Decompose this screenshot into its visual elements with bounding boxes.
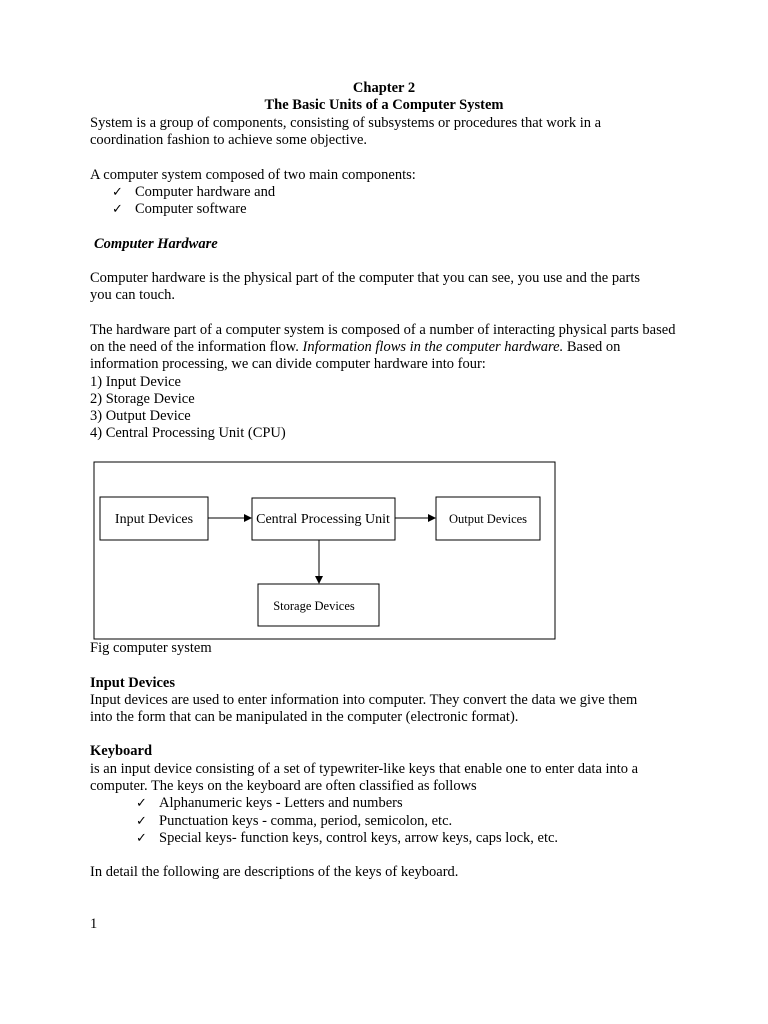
key-type-item-3: Special keys- function keys, control keys, arrow keys, caps lock, etc. xyxy=(159,830,559,846)
hardware-heading: Computer Hardware xyxy=(94,236,218,252)
hardware-parts-end: Based on xyxy=(563,339,621,355)
checkmark-icon: ✓ xyxy=(136,814,147,829)
storage-devices-label: Storage Devices xyxy=(273,599,355,613)
components-intro: A computer system composed of two main components: xyxy=(90,167,416,183)
keyboard-heading: Keyboard xyxy=(90,743,153,759)
input-devices-label: Input Devices xyxy=(114,512,194,527)
key-type-item-2: Punctuation keys - comma, period, semicolon, etc. xyxy=(159,813,453,829)
hardware-def-line-2: you can touch. xyxy=(90,287,175,303)
checkmark-icon: ✓ xyxy=(112,202,123,217)
intro-line-2: coordination fashion to achieve some objective. xyxy=(90,132,368,148)
component-item-software: Computer software xyxy=(135,201,247,217)
hardware-parts-line-1: The hardware part of a computer system is composed of a number of interacting physical parts based xyxy=(90,322,676,338)
input-text-line-1: Input devices are used to enter information into computer. They convert the data we give them xyxy=(90,692,638,708)
input-devices-heading: Input Devices xyxy=(90,675,175,691)
hardware-def-line-1: Computer hardware is the physical part of the computer that you can see, you use and the parts xyxy=(90,270,641,286)
cpu-label: Central Processing Unit xyxy=(256,512,390,527)
keyboard-text-line-1: is an input device consisting of a set of typewriter-like keys that enable one to enter data into a xyxy=(90,761,639,777)
component-item-hardware: Computer hardware and xyxy=(135,184,276,200)
hardware-parts-line-3: information processing, we can divide computer hardware into four: xyxy=(90,356,486,372)
page-title: The Basic Units of a Computer System xyxy=(264,97,504,113)
hardware-parts-italic: Information flows in the computer hardware. xyxy=(302,339,564,355)
device-list-item-1: 1) Input Device xyxy=(90,374,181,390)
output-devices-label: Output Devices xyxy=(448,512,528,526)
hardware-parts-plain: on the need of the information flow. xyxy=(90,339,303,355)
checkmark-icon: ✓ xyxy=(112,185,123,200)
figure-caption: Fig computer system xyxy=(90,640,212,656)
checkmark-icon: ✓ xyxy=(136,796,147,811)
input-text-line-2: into the form that can be manipulated in the computer (electronic format). xyxy=(90,709,519,725)
key-type-item-1: Alphanumeric keys - Letters and numbers xyxy=(159,795,403,811)
chapter-label: Chapter 2 xyxy=(352,80,416,96)
device-list-item-4: 4) Central Processing Unit (CPU) xyxy=(90,425,286,441)
device-list-item-2: 2) Storage Device xyxy=(90,391,195,407)
keyboard-text-line-2: computer. The keys on the keyboard are often classified as follows xyxy=(90,778,477,794)
device-list-item-3: 3) Output Device xyxy=(90,408,191,424)
checkmark-icon: ✓ xyxy=(136,831,147,846)
intro-line-1: System is a group of components, consisting of subsystems or procedures that work in a xyxy=(90,115,602,131)
page-number: 1 xyxy=(90,916,98,932)
detail-text: In detail the following are descriptions of the keys of keyboard. xyxy=(90,864,459,880)
